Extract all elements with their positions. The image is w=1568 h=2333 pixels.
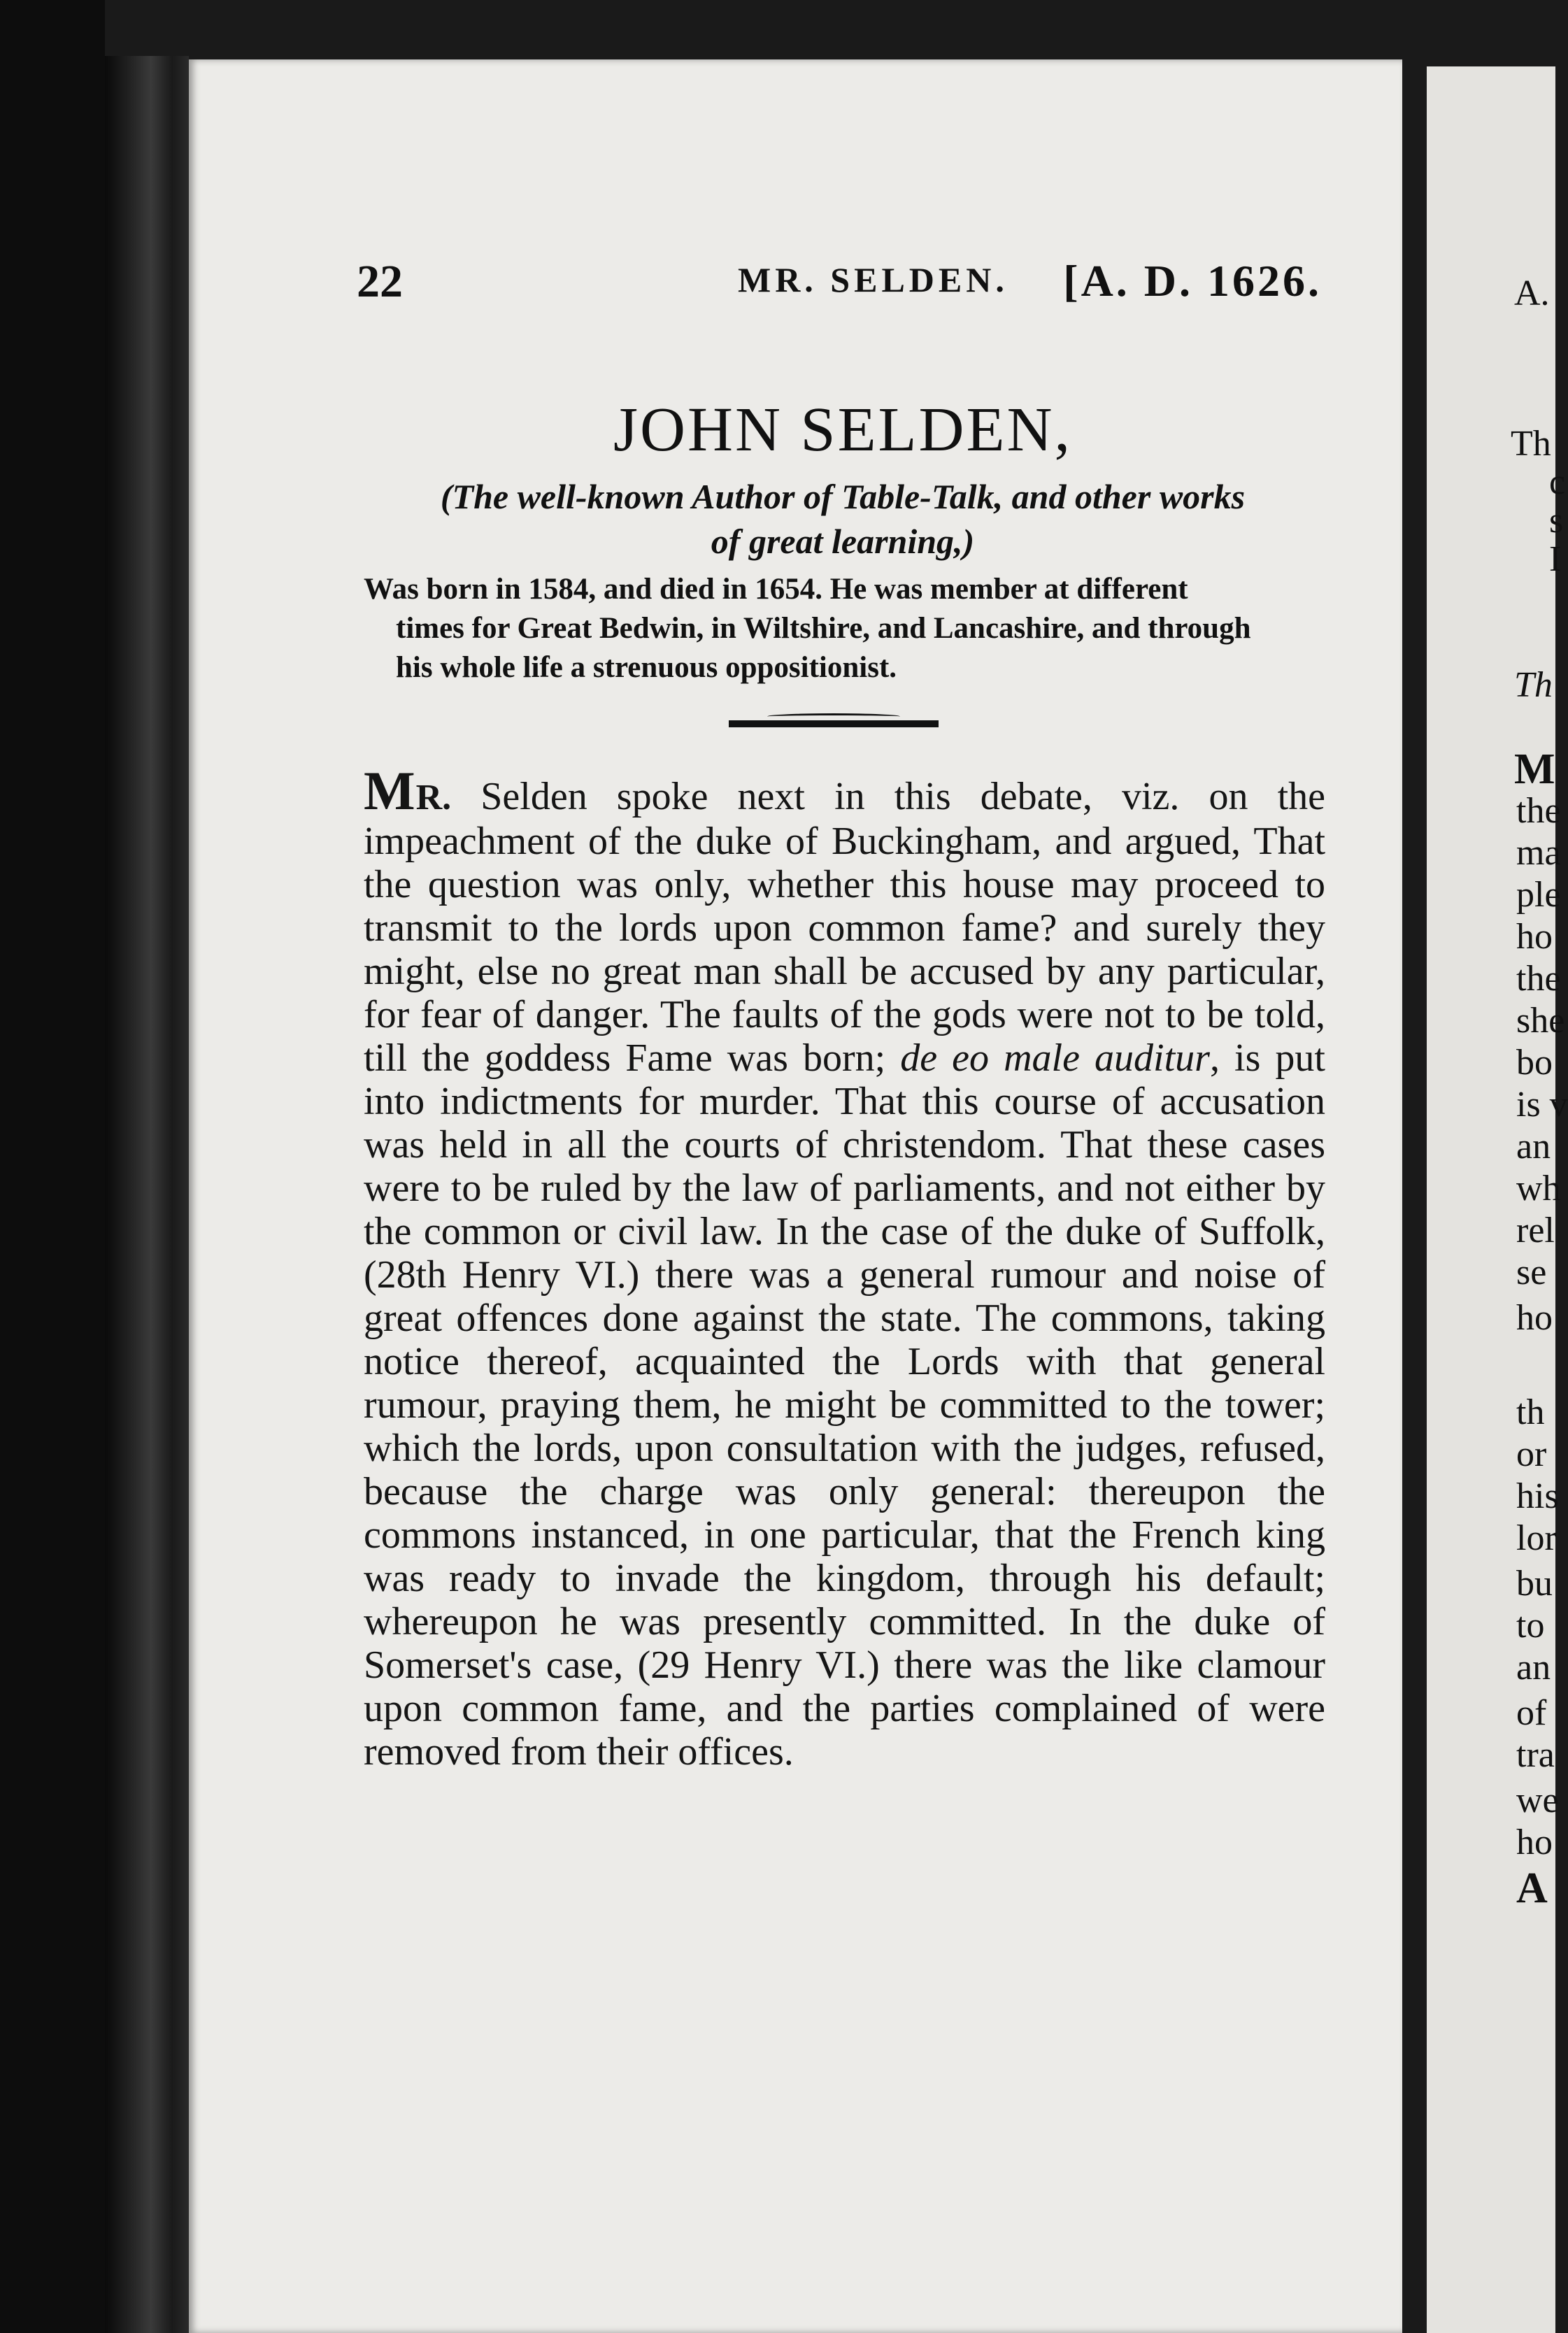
body-paragraph <box>364 760 1325 1774</box>
biography-note <box>364 570 1322 687</box>
facing-page-fragment: is v <box>1516 1085 1568 1125</box>
facing-page-fragment: M <box>1514 745 1555 793</box>
running-title: MR. SELDEN. <box>738 260 1008 299</box>
running-header <box>357 255 1322 311</box>
page-number: 22 <box>357 256 403 307</box>
facing-page-fragment: rel <box>1516 1211 1555 1250</box>
facing-page-fragment: wh <box>1516 1169 1561 1208</box>
facing-page-fragment: lor <box>1516 1518 1557 1558</box>
facing-page-fragment: tra <box>1516 1735 1555 1775</box>
facing-page-fragment: Th <box>1511 424 1551 464</box>
latin-phrase: de eo male auditur <box>900 1036 1210 1080</box>
facing-page-fragment: an <box>1516 1127 1551 1166</box>
facing-page-fragment: of <box>1516 1693 1547 1733</box>
facing-page-fragment: se <box>1516 1253 1547 1292</box>
facing-page-fragment: ho <box>1516 1298 1553 1338</box>
facing-page-fragment: ma <box>1516 833 1561 873</box>
small-capitals: R. <box>415 778 452 818</box>
book-gutter <box>105 56 189 2333</box>
decorative-rule <box>729 713 939 733</box>
facing-page-fragment: s <box>1549 501 1564 541</box>
body-text-lead: Selden spoke next in this debate, viz. on the impeachment of the duke of Buckingham, and argued, That the question was only, whether this house may proceed to transmit to the lords upon common fame? and surely they might, else no great man shall be accused by any particular, for fear of danger. The faults of the gods were not to be told, till the goddess Fame was born; <box>364 775 1325 1080</box>
facing-page-fragment: bo <box>1516 1043 1553 1083</box>
scan-dark-edge <box>0 0 105 2333</box>
body-text-rest: , is put into indictments for murder. That this course of accusation was held in all the courts of christendom. That these cases were to be ruled by the law of parliaments, and not either by the common or civil law. In the case of the duke of Suffolk, (28th Henry VI.) there was a general rumour and noise of great offences done against the state. The commons, taking notice thereof, acquainted the Lords with that general rumour, praying them, he might be committed to the tower; which the lords, upon consultation with the judges, refused, because the charge was only general: thereupon the commons instanced, in one particular, that the French king was ready to invade the kingdom, through his default; whereupon he was presently committed. In the duke of Somerset's case, (29 Henry VI.) there was the like clamour upon common fame, and the parties complained of were removed from their offices. <box>364 1036 1325 1774</box>
facing-page-fragment: Th <box>1514 665 1553 705</box>
drop-capital: M <box>364 760 416 821</box>
bio-line: his whole life a strenuous oppositionist. <box>396 651 897 684</box>
article-subtitle <box>364 474 1322 564</box>
bio-line: times for Great Bedwin, in Wiltshire, and Lancashire, and through <box>396 612 1251 645</box>
facing-page-fragment: ho <box>1516 1822 1553 1862</box>
facing-page-fragment: I <box>1549 539 1562 579</box>
facing-page-fragment: to <box>1516 1606 1545 1646</box>
facing-page-fragment: bu <box>1516 1564 1553 1604</box>
facing-page-fragment: an <box>1516 1648 1551 1688</box>
facing-page-fragment: we <box>1516 1781 1559 1820</box>
facing-page-fragment: ple <box>1516 875 1561 915</box>
subtitle-line: (The well-known Author of Table-Talk, and other works <box>440 477 1246 516</box>
facing-page-fragment: she <box>1516 1001 1565 1041</box>
facing-page-fragment: his <box>1516 1476 1559 1516</box>
article-heading: JOHN SELDEN, <box>613 395 1072 464</box>
facing-page-fragment: th <box>1516 1392 1545 1432</box>
facing-page-fragment: A. <box>1514 273 1550 313</box>
facing-page-fragment: ho <box>1516 917 1553 957</box>
bio-line: Was born in 1584, and died in 1654. He was member at different <box>364 573 1188 606</box>
facing-page-fragment: c <box>1549 462 1566 502</box>
subtitle-line: of great learning,) <box>711 522 975 561</box>
facing-page-fragment: the <box>1516 791 1561 831</box>
facing-page-fragment: A <box>1516 1864 1548 1912</box>
date-label: [A. D. 1626. <box>1063 256 1322 306</box>
facing-page-fragment: or <box>1516 1434 1547 1474</box>
facing-page-fragment: the <box>1516 959 1561 999</box>
